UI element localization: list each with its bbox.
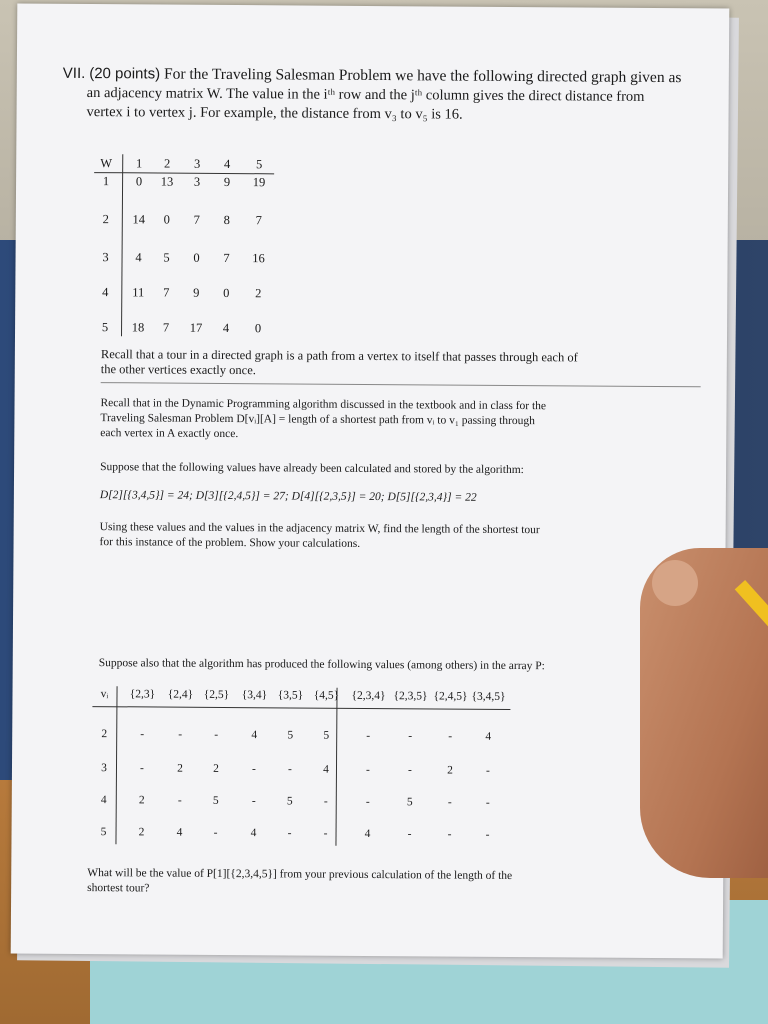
matrix-row-label: 4 bbox=[102, 285, 109, 300]
p-array-cell: - bbox=[323, 827, 328, 840]
p-array-cell: 5 bbox=[212, 794, 219, 807]
recall-dp-line3: each vertex in A exactly once. bbox=[100, 427, 239, 441]
p-array-cell: - bbox=[252, 763, 256, 776]
p-array-cell: 4 bbox=[323, 763, 329, 776]
p-array-cell: - bbox=[213, 826, 218, 839]
p-array-col-header: {3,5} bbox=[277, 689, 304, 702]
p-array-cell: - bbox=[288, 763, 292, 776]
p-array-intro: Suppose also that the algorithm has produced the following values (among others) in the array P: bbox=[98, 657, 545, 673]
p-array-row-label: 2 bbox=[101, 728, 108, 741]
adjacency-matrix bbox=[89, 154, 290, 335]
p-array-table bbox=[92, 686, 513, 839]
p-array-cell: - bbox=[140, 762, 144, 775]
p-array-cell: - bbox=[140, 728, 145, 741]
p-array-cell: 4 bbox=[485, 730, 492, 743]
matrix-label-rule bbox=[121, 154, 123, 336]
matrix-cell: 5 bbox=[163, 250, 170, 265]
matrix-cell: 0 bbox=[254, 321, 262, 336]
matrix-cell: 0 bbox=[163, 212, 170, 227]
problem-points: (20 points) bbox=[89, 65, 161, 83]
p-array-col-header: {3,4} bbox=[241, 689, 268, 702]
matrix-cell: 2 bbox=[255, 286, 262, 301]
p-array-col-header: {2,3,5} bbox=[393, 690, 428, 703]
p-array-cell: - bbox=[407, 828, 412, 841]
matrix-cell: 11 bbox=[132, 285, 145, 300]
p-array-cell: - bbox=[287, 827, 292, 840]
matrix-col-header: 5 bbox=[256, 157, 263, 172]
matrix-row-label: 3 bbox=[102, 250, 109, 265]
matrix-cell: 7 bbox=[163, 285, 170, 300]
problem-intro-line3: vertex i to vertex j. For example, the distance from v₃ to v₅ is 16. bbox=[86, 104, 463, 123]
matrix-cell: 14 bbox=[132, 212, 146, 227]
p-array-cell: - bbox=[448, 730, 453, 743]
p-array-cell: 4 bbox=[251, 729, 258, 742]
matrix-cell: 18 bbox=[131, 320, 145, 335]
p-array-cell: - bbox=[365, 795, 370, 809]
p-array-header-rule bbox=[92, 706, 510, 710]
p-array-cell: - bbox=[447, 828, 452, 841]
p-array-cell: - bbox=[366, 763, 370, 777]
precomputed-intro: Suppose that the following values have already been calculated and stored by the algorithm: bbox=[100, 461, 524, 477]
problem-intro-line2: an adjacency matrix W. The value in the iᵗʰ row and the jᵗʰ column gives the direct distance from bbox=[86, 85, 645, 105]
matrix-col-header: 1 bbox=[136, 156, 143, 171]
p-array-col-header: {2,3} bbox=[129, 688, 156, 701]
recall-tour-line2: the other vertices exactly once. bbox=[100, 362, 256, 378]
matrix-cell: 13 bbox=[160, 174, 174, 189]
matrix-cell: 4 bbox=[135, 250, 142, 265]
p-array-cell: 5 bbox=[406, 796, 413, 809]
exam-paper bbox=[11, 4, 730, 959]
final-question-line1: What will be the value of P[1][{2,3,4,5}] from your previous calculation of the length of the bbox=[87, 867, 513, 883]
final-question-line2: shortest tour? bbox=[87, 882, 150, 895]
p-array-cell: - bbox=[408, 764, 412, 777]
matrix-cell: 9 bbox=[223, 174, 231, 190]
p-array-cell: - bbox=[251, 795, 256, 808]
p-array-cell: 4 bbox=[250, 827, 257, 840]
matrix-col-header: 2 bbox=[164, 156, 171, 171]
section-divider bbox=[101, 382, 701, 387]
p-array-label-rule bbox=[115, 686, 117, 844]
matrix-cell: 8 bbox=[223, 212, 230, 228]
p-array-cell: 2 bbox=[138, 794, 145, 807]
matrix-col-header: 3 bbox=[194, 156, 201, 171]
precomputed-values: D[2][{3,4,5}] = 24; D[3][{2,4,5}] = 27; D[4][{2,3,5}] = 20; D[5][{2,3,4}] = 22 bbox=[99, 489, 477, 504]
matrix-cell: 16 bbox=[252, 251, 265, 266]
p-array-cell: - bbox=[447, 796, 452, 809]
recall-dp-line1: Recall that in the Dynamic Programming algorithm discussed in the textbook and in class for the bbox=[100, 397, 547, 413]
p-array-cell: 4 bbox=[364, 827, 371, 841]
p-array-cell: - bbox=[485, 828, 490, 841]
p-array-cell: 2 bbox=[177, 762, 183, 775]
matrix-row-label: 5 bbox=[101, 320, 109, 335]
p-array-cell: - bbox=[178, 728, 183, 741]
thumbnail bbox=[652, 560, 698, 606]
p-array-cell: 5 bbox=[286, 795, 293, 808]
recall-dp-line2: Traveling Salesman Problem D[vᵢ][A] = length of a shortest path from vᵢ to v₁ passing through bbox=[100, 412, 535, 428]
matrix-cell: 4 bbox=[222, 320, 230, 336]
p-array-row-label: 3 bbox=[101, 762, 107, 775]
matrix-cell: 7 bbox=[193, 212, 200, 227]
p-array-cell: 5 bbox=[287, 729, 294, 742]
recall-tour-line1: Recall that a tour in a directed graph is a path from a vertex to itself that passes through each of bbox=[100, 347, 578, 365]
matrix-cell: 17 bbox=[189, 320, 203, 335]
matrix-col-header: 4 bbox=[224, 156, 231, 172]
p-array-cell: - bbox=[177, 794, 182, 807]
matrix-cell: 7 bbox=[255, 213, 262, 228]
p-array-cell: 2 bbox=[138, 826, 145, 839]
matrix-cell: 19 bbox=[252, 175, 266, 190]
p-array-cell: - bbox=[408, 730, 413, 743]
p-array-col-header: {4,5} bbox=[313, 689, 340, 702]
p-array-col-header: {3,4,5} bbox=[471, 690, 506, 703]
matrix-row-label: 2 bbox=[102, 212, 109, 227]
matrix-corner: W bbox=[100, 156, 113, 171]
p-array-col-header: {2,4} bbox=[167, 688, 194, 701]
p-array-cell: - bbox=[214, 728, 219, 741]
p-array-cell: - bbox=[485, 796, 490, 809]
p-array-row-label: 5 bbox=[100, 826, 107, 839]
p-array-cell: 2 bbox=[447, 764, 453, 777]
problem-intro-lead: For the Traveling Salesman Problem we have the following directed graph given as bbox=[163, 65, 682, 87]
p-array-col-header: {2,3,4} bbox=[351, 689, 386, 703]
p-array-cell: 4 bbox=[176, 826, 183, 839]
matrix-cell: 9 bbox=[193, 285, 200, 300]
matrix-cell: 0 bbox=[135, 174, 143, 189]
matrix-cell: 7 bbox=[223, 250, 230, 266]
matrix-cell: 3 bbox=[193, 174, 201, 189]
p-array-cell: 5 bbox=[323, 729, 330, 742]
matrix-row-label: 1 bbox=[102, 174, 110, 189]
p-array-col-header: {2,4,5} bbox=[433, 690, 468, 703]
task-line1: Using these values and the values in the adjacency matrix W, find the length of the shortest tour bbox=[99, 521, 540, 537]
p-array-col-header: {2,5} bbox=[203, 688, 230, 702]
p-array-cell: - bbox=[366, 729, 371, 743]
p-array-cell: - bbox=[323, 795, 328, 808]
matrix-cell: 0 bbox=[193, 250, 200, 265]
matrix-cell: 7 bbox=[162, 320, 170, 335]
p-array-corner: vᵢ bbox=[100, 688, 109, 701]
problem-number: VII. bbox=[62, 64, 86, 83]
p-array-cell: - bbox=[486, 764, 490, 777]
task-line2: for this instance of the problem. Show your calculations. bbox=[99, 536, 361, 550]
matrix-cell: 0 bbox=[223, 285, 230, 301]
p-array-cell: 2 bbox=[213, 762, 219, 775]
p-array-row-label: 4 bbox=[100, 794, 107, 807]
